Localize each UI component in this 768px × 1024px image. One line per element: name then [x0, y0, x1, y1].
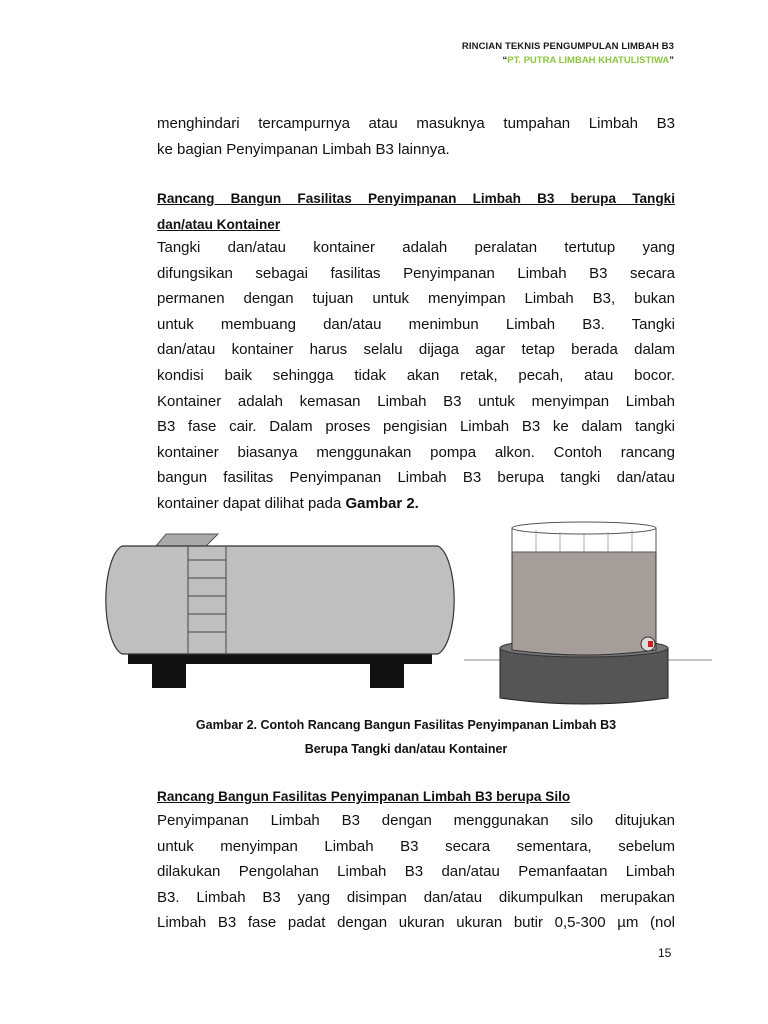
text-line: ke bagian Penyimpanan Limbah B3 lainnya. [157, 140, 450, 158]
tank-body [106, 546, 454, 654]
horizontal-tank [106, 534, 454, 688]
caption-line: Gambar 2. Contoh Rancang Bangun Fasilitas Penyimpanan Limbah B3 [195, 718, 617, 732]
figure-reference: Gambar 2. [345, 494, 419, 512]
paragraph-intro [157, 111, 675, 162]
text-line: untuk menyimpan Limbah B3 secara sementara, sebelum [157, 837, 675, 855]
text-line: dan/atau kontainer harus selalu dijaga agar tetap berada dalam [157, 341, 675, 359]
paragraph-tank [157, 235, 675, 517]
text-line: kontainer biasanya menggunakan pompa alkon. Contoh rancang [157, 443, 675, 461]
text-line: permanen dengan tujuan untuk menyimpan Limbah B3, bukan [157, 290, 675, 308]
text-line [157, 491, 675, 517]
tank-hatch [156, 534, 218, 546]
paragraph-silo [157, 808, 675, 936]
text-line: difungsikan sebagai fasilitas Penyimpanan Limbah B3 secara [157, 264, 675, 282]
text-line: kondisi baik sehingga tidak akan retak, pecah, atau bocor. [157, 366, 675, 384]
section-heading-silo [157, 784, 675, 810]
page-header [462, 40, 674, 68]
container-liquid [512, 552, 656, 655]
section-heading-tank [157, 186, 675, 237]
figure-caption [100, 713, 712, 761]
page-number: 15 [658, 946, 672, 960]
text-fragment: kontainer dapat dilihat pada [157, 494, 346, 512]
text-line: Penyimpanan Limbah B3 dengan menggunakan silo ditujukan [157, 812, 675, 829]
tank-leg-left [152, 663, 186, 688]
vertical-container [464, 522, 712, 704]
container-top-rim [512, 522, 656, 534]
header-title: RINCIAN TEKNIS PENGUMPULAN LIMBAH B3 [461, 41, 674, 52]
text-line: menghindari tercampurnya atau masuknya tumpahan Limbah B3 [157, 115, 675, 132]
caption-line: Berupa Tangki dan/atau Kontainer [304, 742, 508, 756]
heading-line: dan/atau Kontainer [157, 216, 281, 232]
header-company-line [462, 54, 674, 68]
text-line: untuk membuang dan/atau menimbun Limbah B3. Tangki [157, 315, 675, 333]
quote-close: ” [669, 55, 674, 66]
heading-line: Rancang Bangun Fasilitas Penyimpanan Limbah B3 berupa Silo [157, 789, 571, 804]
tank-leg-right [370, 663, 404, 688]
quote-open: “ [502, 55, 508, 66]
text-line: B3 fase cair. Dalam proses pengisian Limbah B3 ke dalam tangki [157, 418, 675, 436]
text-line: Limbah B3 fase padat dengan ukuran ukuran butir 0,5-300 µm (nol [157, 914, 675, 932]
figure-tank-illustration [100, 518, 712, 713]
heading-line: Rancang Bangun Fasilitas Penyimpanan Limbah B3 berupa Tangki [157, 191, 675, 206]
text-line: B3. Limbah B3 yang disimpan dan/atau dikumpulkan merupakan [157, 888, 675, 906]
header-company: PT. PUTRA LIMBAH KHATULISTIWA [507, 55, 670, 66]
text-line: Kontainer adalah kemasan Limbah B3 untuk menyimpan Limbah [157, 392, 675, 410]
text-line: Tangki dan/atau kontainer adalah peralatan tertutup yang [157, 239, 675, 256]
tank-base-frame [128, 654, 432, 664]
text-line: dilakukan Pengolahan Limbah B3 dan/atau Pemanfaatan Limbah [157, 863, 675, 881]
tank-illustration [100, 518, 712, 713]
text-line: bangun fasilitas Penyimpanan Limbah B3 berupa tangki dan/atau [157, 469, 675, 487]
valve-indicator [648, 641, 653, 647]
